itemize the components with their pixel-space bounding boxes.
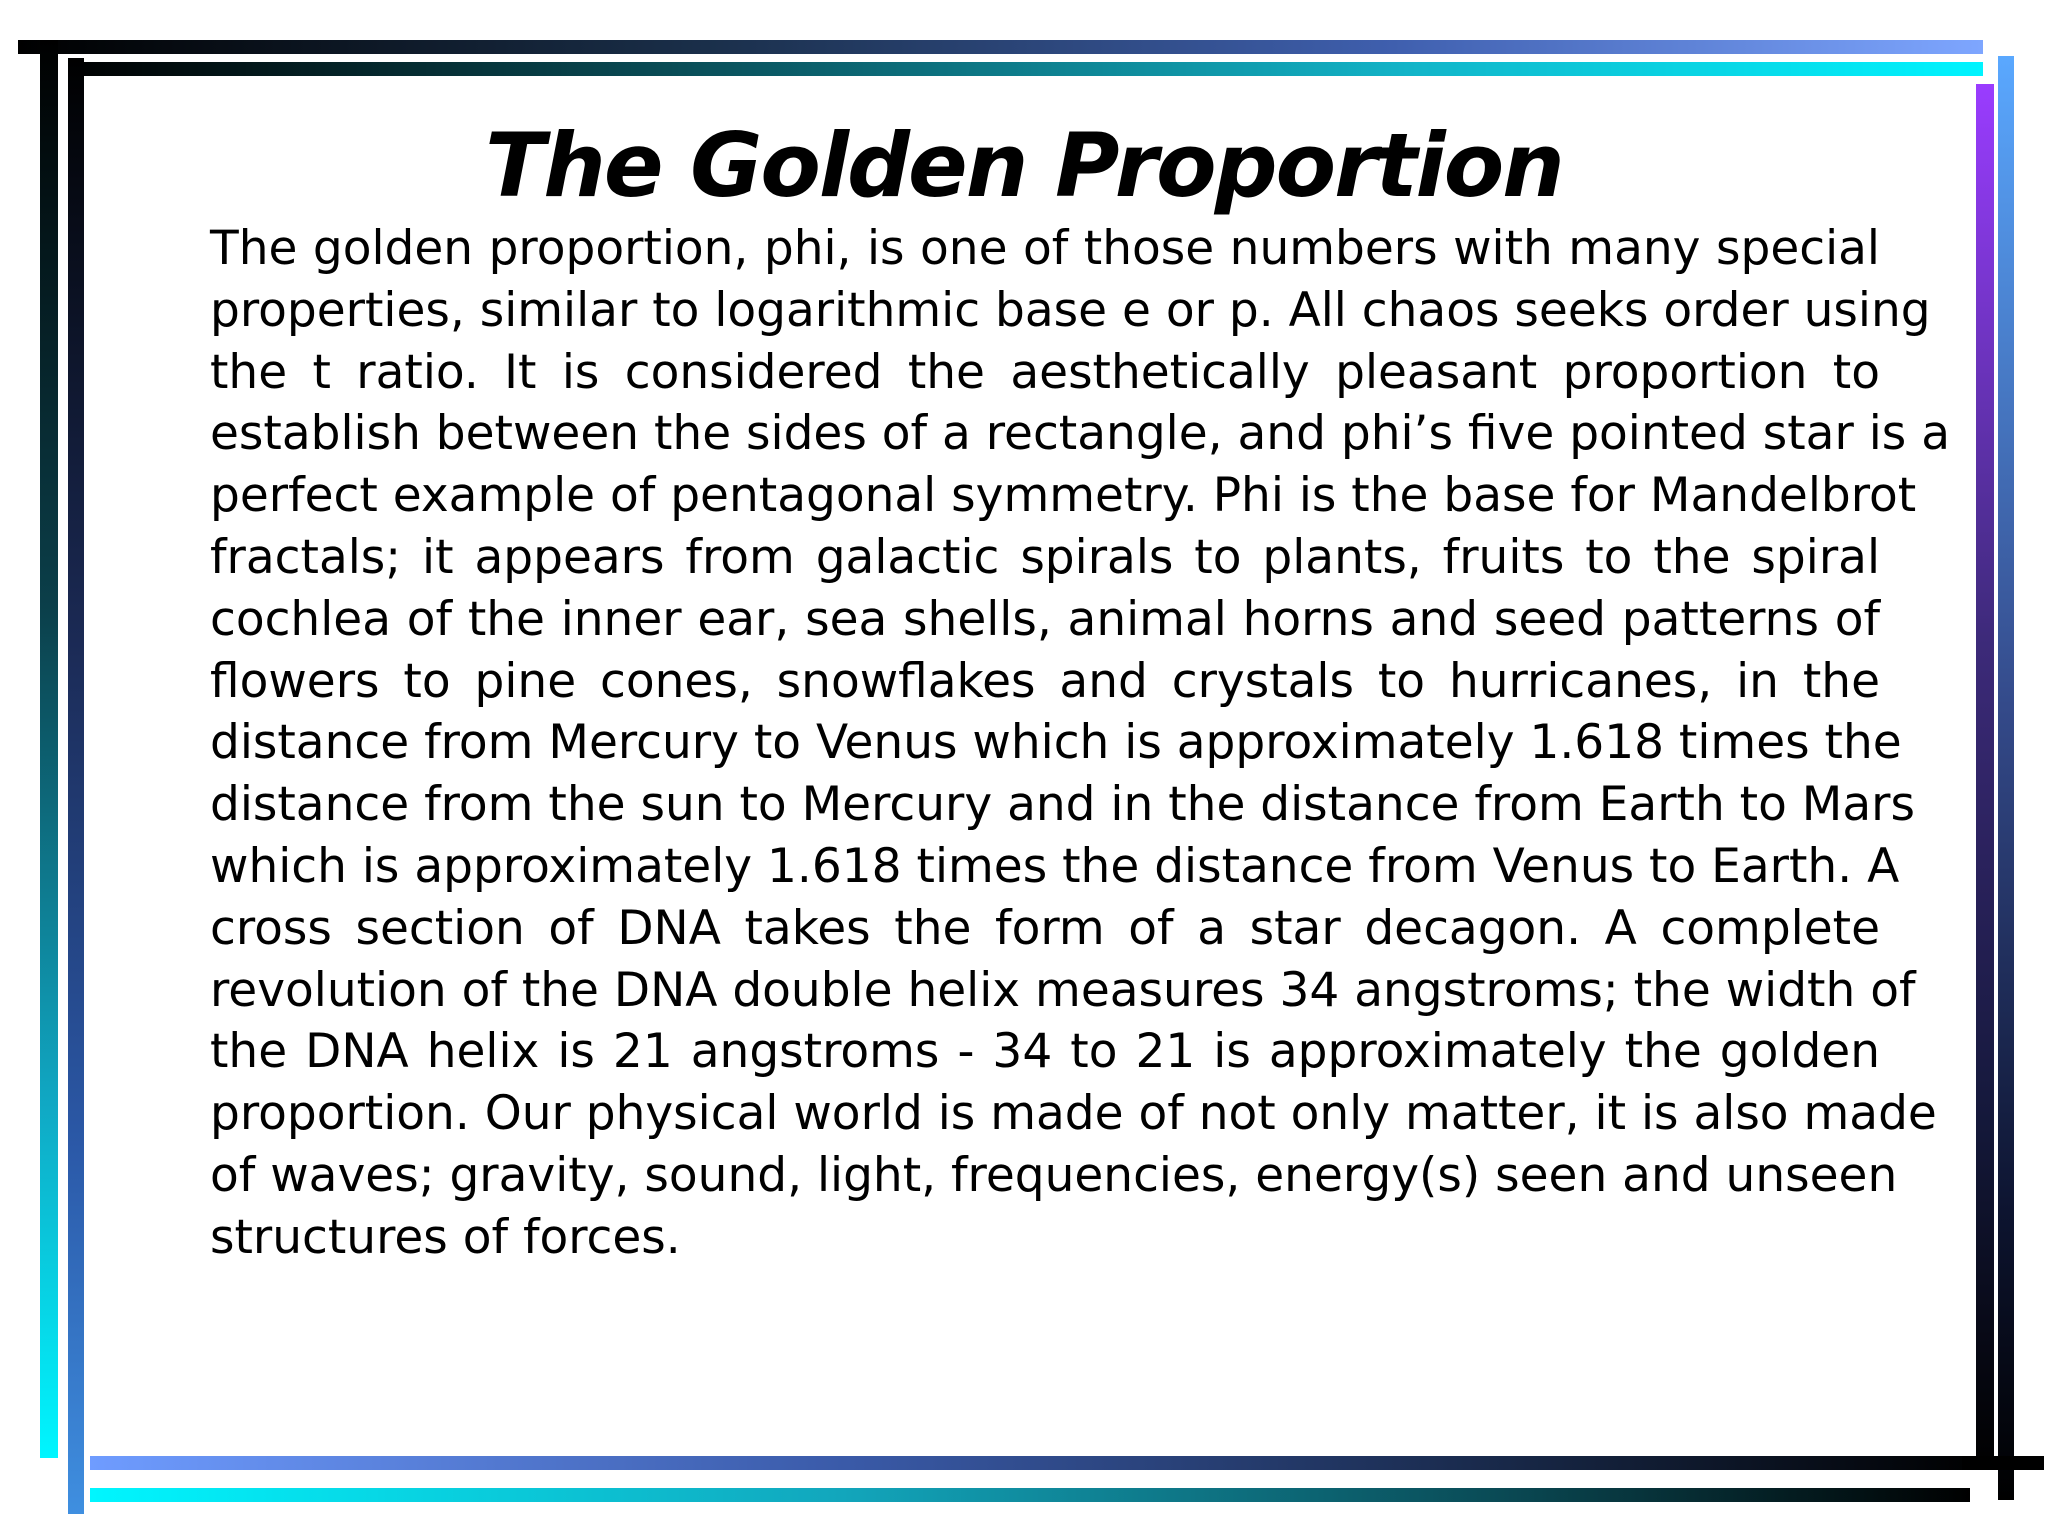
frame-bottom-outer-bar <box>90 1456 1980 1470</box>
body-line: the t ratio. It is considered the aesthetically pleasant proportion to <box>210 344 1880 400</box>
body-line: perfect example of pentagonal symmetry. Phi is the base for Mandelbrot <box>210 468 1917 524</box>
slide-body-text <box>210 218 1951 1269</box>
frame-bottom-inner-bar <box>90 1488 1970 1502</box>
body-line: revolution of the DNA double helix measures 34 angstroms; the width of <box>210 962 1916 1018</box>
frame-right-inner-bar <box>1998 56 2014 1500</box>
frame-top-inner-bar <box>68 62 1983 76</box>
slide-title: The Golden Proportion <box>485 114 1563 217</box>
body-line: fractals; it appears from galactic spirals to plants, fruits to the spiral <box>210 529 1880 585</box>
frame-top-outer-bar <box>18 40 1983 54</box>
body-line: structures of forces. <box>210 1209 681 1265</box>
body-line: The golden proportion, phi, is one of those numbers with many special <box>210 221 1880 276</box>
body-line: distance from the sun to Mercury and in the distance from Earth to Mars <box>210 777 1915 833</box>
body-line: the DNA helix is 21 angstroms - 34 to 21 is approximately the golden <box>210 1024 1880 1080</box>
body-line: cochlea of the inner ear, sea shells, animal horns and seed patterns of <box>210 591 1880 647</box>
frame-left-outer-bar <box>40 40 58 1458</box>
body-line: distance from Mercury to Venus which is approximately 1.618 times the <box>210 715 1902 771</box>
body-line: cross section of DNA takes the form of a star decagon. A complete <box>210 900 1880 956</box>
body-line: establish between the sides of a rectangle, and phi’s five pointed star is a <box>210 406 1951 462</box>
frame-right-outer-bar <box>1976 84 1994 1468</box>
frame-left-inner-bar <box>68 58 84 1514</box>
body-line: flowers to pine cones, snowflakes and crystals to hurricanes, in the <box>210 653 1880 709</box>
body-line: of waves; gravity, sound, light, frequencies, energy(s) seen and unseen <box>210 1147 1898 1203</box>
body-line: which is approximately 1.618 times the distance from Venus to Earth. A <box>210 838 1900 894</box>
body-line: proportion. Our physical world is made of not only matter, it is also made <box>210 1086 1937 1142</box>
frame-corner-cap <box>1962 1456 2044 1470</box>
body-line: properties, similar to logarithmic base e or p. All chaos seeks order using <box>210 282 1931 338</box>
